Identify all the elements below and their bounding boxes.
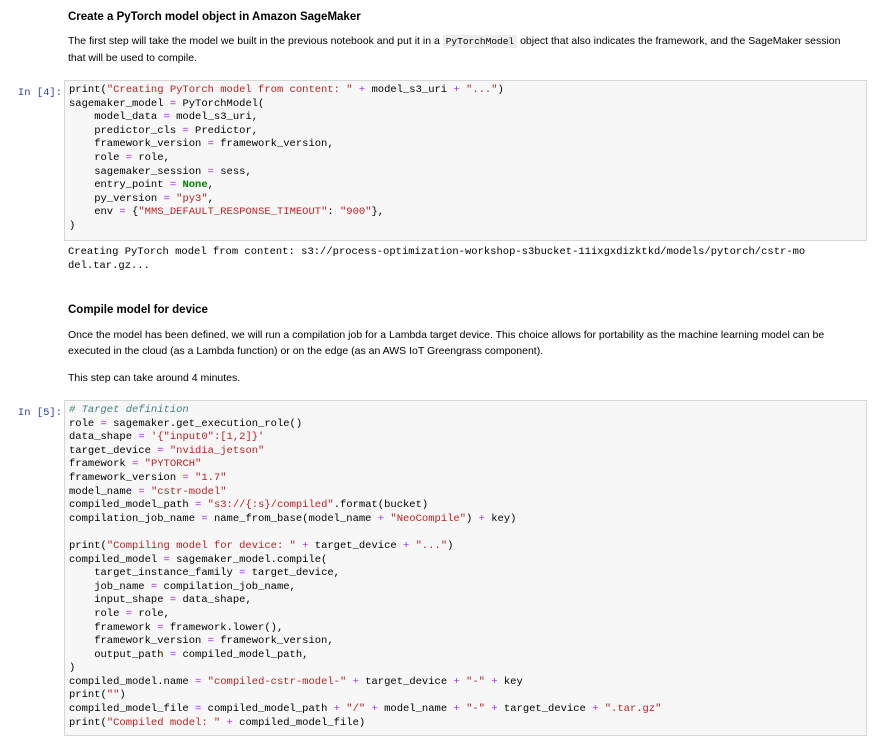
code-token: data_shape, bbox=[176, 594, 252, 607]
code-token: role, bbox=[132, 607, 170, 620]
code-token: '{"input0":[1,2]}' bbox=[150, 431, 265, 444]
code-line bbox=[69, 513, 862, 527]
code-token: + bbox=[352, 675, 359, 688]
code-token: data_shape bbox=[69, 431, 139, 444]
code-token: "900" bbox=[339, 206, 372, 219]
code-token: compiled_model_file) bbox=[232, 716, 366, 729]
code-token: = bbox=[100, 417, 107, 430]
code-line bbox=[69, 179, 862, 193]
code-token: framework bbox=[69, 621, 158, 634]
code-line bbox=[69, 689, 862, 703]
code-token: ) bbox=[119, 689, 126, 702]
code-token: target_device bbox=[358, 675, 454, 688]
code-token: + bbox=[491, 675, 498, 688]
code-cell-4-source[interactable] bbox=[65, 81, 866, 237]
code-token: print( bbox=[69, 84, 107, 96]
code-token: target_instance_family bbox=[69, 567, 240, 580]
code-line bbox=[69, 567, 862, 581]
code-token: "/" bbox=[346, 703, 366, 716]
code-token: output_path bbox=[69, 648, 170, 661]
code-line bbox=[69, 554, 862, 568]
code-token: compilation_job_name bbox=[69, 512, 202, 525]
code-token: "" bbox=[106, 689, 120, 702]
code-token: = bbox=[150, 580, 158, 593]
code-token: "compiled-cstr-model-" bbox=[207, 675, 347, 688]
code-token: framework.lower(), bbox=[163, 621, 284, 634]
code-token: role bbox=[69, 151, 126, 164]
code-token: + bbox=[453, 84, 460, 96]
code-token: = bbox=[195, 675, 202, 688]
cell-4-prompt: In [4]: bbox=[17, 87, 62, 99]
code-token: "-" bbox=[466, 703, 485, 716]
code-token: = bbox=[138, 485, 145, 498]
code-token: model_data bbox=[69, 111, 164, 124]
code-line bbox=[69, 445, 862, 459]
code-token: .format(bucket) bbox=[333, 499, 429, 512]
code-token: = bbox=[163, 111, 170, 124]
code-line bbox=[69, 540, 862, 554]
code-line bbox=[69, 125, 862, 139]
code-token: = bbox=[182, 124, 189, 137]
code-token: + bbox=[371, 703, 378, 716]
code-token: "PYTORCH" bbox=[144, 458, 202, 471]
paragraph-text-after: object that also indicates the framework, and the SageMaker session that will be used to compile. bbox=[68, 35, 841, 64]
code-token: + bbox=[592, 703, 599, 716]
code-token: = bbox=[157, 444, 164, 457]
code-token: sagemaker_model.compile( bbox=[169, 553, 328, 566]
code-line bbox=[69, 717, 862, 731]
cell-4-output: Creating PyTorch model from content: s3://process-optimization-workshop-s3bucket-11ixgxdizktkd/models/pytorch/cstr-mo del.tar.gz... bbox=[68, 246, 806, 272]
code-token: { bbox=[125, 206, 139, 219]
code-line bbox=[69, 152, 862, 166]
code-token: predictor_cls bbox=[69, 124, 183, 137]
code-token: role bbox=[69, 607, 126, 620]
code-line bbox=[69, 662, 862, 676]
code-token: = bbox=[163, 192, 170, 205]
code-token: + bbox=[302, 539, 309, 552]
code-line bbox=[69, 418, 862, 432]
code-token: = bbox=[169, 594, 177, 607]
code-token: = bbox=[195, 703, 202, 716]
code-line bbox=[69, 431, 862, 445]
code-token: framework_version, bbox=[213, 635, 334, 648]
code-token: ) bbox=[69, 662, 76, 675]
code-token: + bbox=[402, 539, 410, 552]
code-line bbox=[69, 486, 862, 500]
code-token: Predictor, bbox=[188, 124, 259, 137]
code-token: = bbox=[125, 151, 133, 164]
code-token: + bbox=[333, 703, 340, 716]
code-line bbox=[69, 206, 862, 220]
code-token: = bbox=[157, 621, 164, 634]
code-token: name_from_base(model_name bbox=[207, 512, 378, 525]
code-token: "1.7" bbox=[195, 471, 227, 484]
code-token: sagemaker.get_execution_role() bbox=[106, 417, 303, 430]
code-token: "Creating PyTorch model from content: " bbox=[106, 84, 353, 96]
code-token: compiled_model_file bbox=[69, 703, 196, 716]
section-heading-create-model: Create a PyTorch model object in Amazon SageMaker bbox=[68, 11, 361, 23]
code-token: print( bbox=[69, 539, 107, 552]
code-token: role bbox=[69, 417, 101, 430]
code-token: sess, bbox=[213, 165, 252, 178]
code-token: framework_version bbox=[69, 635, 208, 648]
code-token: framework_version bbox=[69, 138, 208, 151]
code-token: }, bbox=[371, 206, 385, 219]
code-token: + bbox=[478, 512, 485, 525]
code-token: = bbox=[182, 471, 189, 484]
code-token: framework bbox=[69, 458, 133, 471]
code-token: = bbox=[125, 607, 133, 620]
code-token: + bbox=[377, 512, 385, 525]
code-token: py_version bbox=[69, 192, 164, 205]
code-token: ) bbox=[69, 219, 76, 232]
code-token: "MMS_DEFAULT_RESPONSE_TIMEOUT" bbox=[138, 206, 328, 219]
code-token: entry_point bbox=[69, 179, 170, 192]
code-token: = bbox=[201, 512, 208, 525]
code-token: print( bbox=[69, 689, 107, 702]
code-line bbox=[69, 472, 862, 486]
code-token: "NeoCompile" bbox=[390, 512, 467, 525]
code-token: sagemaker_session bbox=[69, 165, 208, 178]
code-token: compiled_model.name bbox=[69, 675, 196, 688]
section-paragraph-compile-2: This step can take around 4 minutes. bbox=[68, 372, 241, 384]
code-token: target_device, bbox=[245, 567, 340, 580]
code-token: = bbox=[207, 165, 214, 178]
code-token: "..." bbox=[415, 539, 448, 552]
code-token: = bbox=[163, 553, 170, 566]
code-token: = bbox=[207, 138, 214, 151]
code-token: ".tar.gz" bbox=[604, 703, 662, 716]
code-token: target_device bbox=[497, 703, 593, 716]
code-line bbox=[69, 458, 862, 472]
code-token: "s3://{:s}/compiled" bbox=[207, 499, 334, 512]
code-token: compiled_model_path, bbox=[176, 648, 309, 661]
code-token: print( bbox=[69, 716, 107, 729]
code-line bbox=[69, 649, 862, 663]
code-token: env bbox=[69, 206, 120, 219]
code-token: PyTorchModel( bbox=[176, 97, 265, 110]
code-token: = bbox=[169, 648, 177, 661]
code-token: compiled_model_path bbox=[201, 703, 334, 716]
code-line bbox=[69, 608, 862, 622]
code-token: model_s3_uri bbox=[365, 84, 454, 96]
code-line bbox=[69, 526, 862, 540]
code-token: "-" bbox=[466, 675, 485, 688]
code-line bbox=[69, 220, 862, 234]
code-token: + bbox=[358, 84, 366, 96]
code-token: = bbox=[138, 431, 145, 444]
code-token: target_device bbox=[308, 539, 403, 552]
code-token: model_name bbox=[69, 485, 139, 498]
code-token: framework_version, bbox=[213, 138, 334, 151]
code-line bbox=[69, 193, 862, 207]
code-token: "cstr-model" bbox=[150, 485, 227, 498]
code-token: "nvidia_jetson" bbox=[169, 444, 265, 457]
code-line bbox=[69, 499, 862, 513]
code-token: None bbox=[182, 179, 208, 192]
code-token: compilation_job_name, bbox=[157, 580, 296, 593]
code-line bbox=[69, 635, 862, 649]
code-cell-4[interactable] bbox=[64, 80, 867, 241]
code-line bbox=[69, 703, 862, 717]
code-token: key) bbox=[484, 512, 517, 525]
code-cell-5[interactable] bbox=[64, 400, 867, 736]
cell-5-prompt: In [5]: bbox=[17, 407, 62, 419]
code-line bbox=[69, 594, 862, 608]
code-token: + bbox=[453, 703, 460, 716]
code-token: ) bbox=[447, 539, 454, 552]
code-token: sagemaker_model bbox=[69, 97, 170, 110]
code-token: role, bbox=[132, 151, 170, 164]
code-token: key bbox=[497, 675, 523, 688]
code-token: compiled_model_path bbox=[69, 499, 196, 512]
code-token: = bbox=[119, 206, 126, 219]
inline-code-pytorchmodel: PyTorchModel bbox=[443, 35, 517, 48]
code-token: input_shape bbox=[69, 594, 170, 607]
code-token: ) bbox=[497, 84, 504, 96]
code-token: = bbox=[207, 635, 214, 648]
code-token: + bbox=[226, 716, 233, 729]
code-token: target_device bbox=[69, 444, 158, 457]
code-line bbox=[69, 166, 862, 180]
code-token: # Target definition bbox=[69, 404, 189, 416]
code-line bbox=[69, 622, 862, 636]
paragraph-text-before: The first step will take the model we built in the previous notebook and put it in a bbox=[68, 35, 440, 47]
code-token: job_name bbox=[69, 580, 151, 593]
code-token: "..." bbox=[466, 84, 498, 96]
section-paragraph-compile-1: Once the model has been defined, we will run a compilation job for a Lambda target device. This choice allows for portability as the machine learning model can be executed in the cloud (as a Lambda function) or on the edge (as an AWS IoT Greengrass component). bbox=[68, 329, 825, 357]
code-line bbox=[69, 111, 862, 125]
code-token: = bbox=[169, 97, 177, 110]
code-token: compiled_model bbox=[69, 553, 164, 566]
code-token: framework_version bbox=[69, 471, 183, 484]
code-token: + bbox=[453, 675, 460, 688]
code-token: = bbox=[239, 567, 246, 580]
code-token: = bbox=[132, 458, 139, 471]
code-token: : bbox=[327, 206, 340, 219]
section-paragraph-create-model bbox=[68, 33, 858, 66]
code-token: = bbox=[169, 179, 177, 192]
code-token: = bbox=[195, 499, 202, 512]
code-line bbox=[69, 404, 862, 418]
code-token: model_name bbox=[377, 703, 454, 716]
code-token: "Compiling model for device: " bbox=[106, 539, 296, 552]
code-token: , bbox=[207, 192, 214, 205]
code-token: "Compiled model: " bbox=[106, 716, 221, 729]
code-token: , bbox=[207, 179, 214, 192]
code-token: ) bbox=[466, 512, 479, 525]
code-token: model_s3_uri, bbox=[169, 111, 259, 124]
section-heading-compile-model: Compile model for device bbox=[68, 304, 208, 316]
code-line bbox=[69, 84, 862, 98]
code-line bbox=[69, 98, 862, 112]
code-token: + bbox=[491, 703, 498, 716]
code-line bbox=[69, 581, 862, 595]
code-token: "py3" bbox=[176, 192, 208, 205]
code-line bbox=[69, 676, 862, 690]
code-line bbox=[69, 138, 862, 152]
code-cell-5-source[interactable] bbox=[65, 401, 866, 733]
